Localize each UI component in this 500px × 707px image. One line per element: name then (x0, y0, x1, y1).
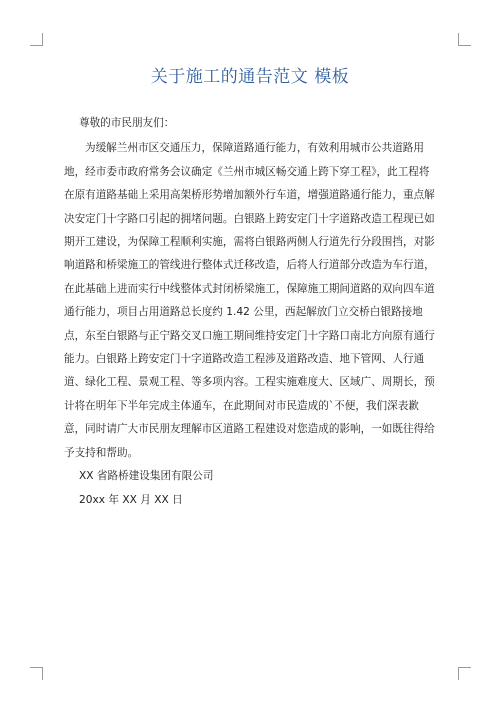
crop-mark-top-right (458, 33, 471, 46)
document-title: 关于施工的通告范文 模板 (150, 67, 350, 87)
date-line: 20xx 年 XX 月 XX 日 (79, 493, 183, 506)
signature-line: XX 省路桥建设集团有限公司 (79, 470, 214, 483)
document-body (64, 112, 440, 512)
crop-mark-bottom-right (458, 667, 471, 680)
crop-mark-top-left (30, 33, 43, 46)
body-paragraph: 为缓解兰州市区交通压力，保障道路通行能力，有效利用城市公共道路用地，经市委市政府常务会议确定《兰州市城区畅交通上跨下穿工程》，此工程将在原有道路基础上采用高架桥形势增加额外行车道，增强道路通行能力，重点解决安定门十字路口引起的拥堵问题。白银路上跨安定门十字道路改造工程现已如期开工建设，为保障工程顺利实施，需将白银路两侧人行道先行分段围挡，对影响道路和桥梁施工的管线进行整体式迁移改造，后将人行道部分改造为车行道，在此基础上进而实行中线整体式封闭桥梁施工，保障施工期间道路的双向四车道通行能力，项目占用道路总长度约 1.42 公里，西起解放门立交桥白银路接地点，东至白银路与正宁路交叉口施工期间维持安定门十字路口南北方向原有通行能力。白银路上跨安定门十字道路改造工程涉及道路改造、地下管网、人行通道、绿化工程、景观工程、等多项内容。工程实施难度大、区域广、周期长，预计将在明年下半年完成主体通车，在此期间对市民造成的`不便，我们深表歉意，同时请广大市民朋友理解市区道路工程建设对您造成的影响，一如既往得给予支持和帮助。 (64, 142, 435, 459)
greeting-line: 尊敬的市民朋友们： (79, 117, 175, 129)
crop-mark-bottom-left (30, 667, 43, 680)
